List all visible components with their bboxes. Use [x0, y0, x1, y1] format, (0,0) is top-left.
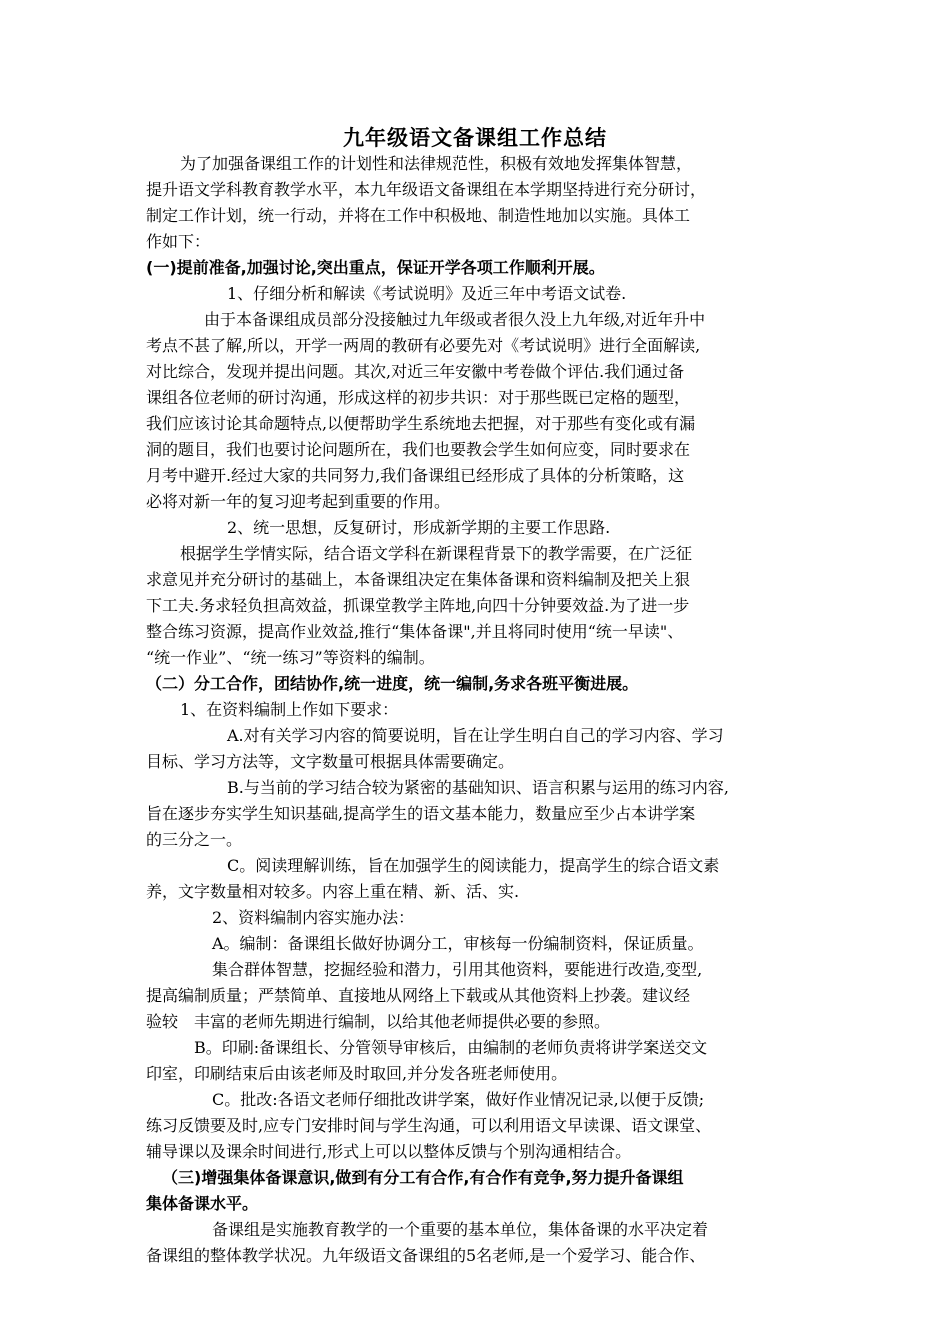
- paragraph-line: 考点不甚了解,所以，开学一两周的教研有必要先对《考试说明》进行全面解读,: [146, 336, 701, 355]
- paragraph-line: B.与当前的学习结合较为紧密的基础知识、语言积累与运用的练习内容,: [227, 778, 729, 797]
- section-heading-line: 集体备课水平。: [146, 1194, 259, 1213]
- paragraph-line: 作如下：: [146, 232, 211, 251]
- paragraph-line: 必将对新一年的复习迎考起到重要的作用。: [146, 492, 451, 511]
- paragraph-line: 旨在逐步夯实学生知识基础,提高学生的语文基本能力，数量应至少占本讲学案: [146, 804, 696, 823]
- paragraph-line: 2、资料编制内容实施办法：: [212, 908, 415, 927]
- paragraph-line: 提升语文学科教育教学水平，本九年级语文备课组在本学期坚持进行充分研讨，: [146, 180, 707, 199]
- paragraph-line: 的三分之一。: [146, 830, 243, 849]
- paragraph-line: 为了加强备课组工作的计划性和法律规范性，积极有效地发挥集体智慧，: [180, 154, 693, 173]
- paragraph-line: 对比综合，发现并提出问题。其次,对近三年安徽中考卷做个评估.我们通过备: [146, 362, 685, 381]
- paragraph-line: C。阅读理解训练，旨在加强学生的阅读能力，提高学生的综合语文素: [227, 856, 720, 875]
- section-heading-line: （三)增强集体备课意识,做到有分工有合作,有合作有竞争,努力提升备课组: [162, 1168, 684, 1187]
- paragraph-line: 月考中避开.经过大家的共同努力,我们备课组已经形成了具体的分析策略，这: [146, 466, 685, 485]
- paragraph-line: 目标、学习方法等，文字数量可根据具体需要确定。: [146, 752, 515, 771]
- section-heading-line: (一)提前准备,加强讨论,突出重点，保证开学各项工作顺利开展。: [146, 258, 605, 277]
- document-title: 九年级语文备课组工作总结: [343, 126, 607, 150]
- paragraph-line: 课组各位老师的研讨沟通，形成这样的初步共识：对于那些既已定格的题型，: [146, 388, 691, 407]
- paragraph-line: A。编制：备课组长做好协调分工，审核每一份编制资料，保证质量。: [212, 934, 704, 953]
- paragraph-line: 整合练习资源，提高作业效益,推行“集体备课",并且将同时使用“统一早读"、: [146, 622, 684, 641]
- paragraph-line: 练习反馈要及时,应专门安排时间与学生沟通，可以利用语文早读课、语文课堂、: [146, 1116, 712, 1135]
- paragraph-line: 集合群体智慧，挖掘经验和潜力，引用其他资料，要能进行改造,变型,: [212, 960, 703, 979]
- paragraph-line: 1、仔细分析和解读《考试说明》及近三年中考语文试卷.: [227, 284, 627, 303]
- section-heading-line: （二）分工合作，团结协作,统一进度，统一编制,务求各班平衡进展。: [146, 674, 639, 693]
- paragraph-line: 洞的题目，我们也要讨论问题所在，我们也要教会学生如何应变，同时要求在: [146, 440, 691, 459]
- paragraph-line: C。批改:各语文老师仔细批改讲学案，做好作业情况记录,以便于反馈;: [212, 1090, 705, 1109]
- paragraph-line: B。印刷:备课组长、分管领导审核后，由编制的老师负责将讲学案送交文: [194, 1038, 708, 1057]
- paragraph-line: 验较 丰富的老师先期进行编制，以给其他老师提供必要的参照。: [146, 1012, 611, 1031]
- paragraph-line: 印室，印刷结束后由该老师及时取回,并分发各班老师使用。: [146, 1064, 568, 1083]
- paragraph-line: 辅导课以及课余时间进行,形式上可以以整体反馈与个别沟通相结合。: [146, 1142, 632, 1161]
- paragraph-line: 备课组的整体教学状况。九年级语文备课组的5名老师,是一个爱学习、能合作、: [146, 1246, 706, 1265]
- paragraph-line: 由于本备课组成员部分没接触过九年级或者很久没上九年级,对近年升中: [204, 310, 706, 329]
- paragraph-line: 1、在资料编制上作如下要求：: [180, 700, 399, 719]
- paragraph-line: 制定工作计划，统一行动，并将在工作中积极地、制造性地加以实施。具体工: [146, 206, 691, 225]
- paragraph-line: 求意见并充分研讨的基础上，本备课组决定在集体备课和资料编制及把关上狠: [146, 570, 691, 589]
- paragraph-line: 根据学生学情实际，结合语文学科在新课程背景下的教学需要，在广泛征: [180, 544, 693, 563]
- paragraph-line: “统一作业”、“统一练习”等资料的编制。: [146, 648, 435, 667]
- paragraph-line: 养，文字数量相对较多。内容上重在精、新、活、实.: [146, 882, 520, 901]
- paragraph-line: 备课组是实施教育教学的一个重要的基本单位，集体备课的水平决定着: [212, 1220, 709, 1239]
- paragraph-line: 下工夫.务求轻负担高效益，抓课堂教学主阵地,向四十分钟要效益.为了进一步: [146, 596, 690, 615]
- paragraph-line: 2、统一思想，反复研讨，形成新学期的主要工作思路.: [227, 518, 611, 537]
- paragraph-line: 我们应该讨论其命题特点,以便帮助学生系统地去把握，对于那些有变化或有漏: [146, 414, 696, 433]
- paragraph-line: 提高编制质量；严禁简单、直接地从网络上下载或从其他资料上抄袭。建议经: [146, 986, 691, 1005]
- paragraph-line: A.对有关学习内容的简要说明，旨在让学生明白自己的学习内容、学习: [227, 726, 724, 745]
